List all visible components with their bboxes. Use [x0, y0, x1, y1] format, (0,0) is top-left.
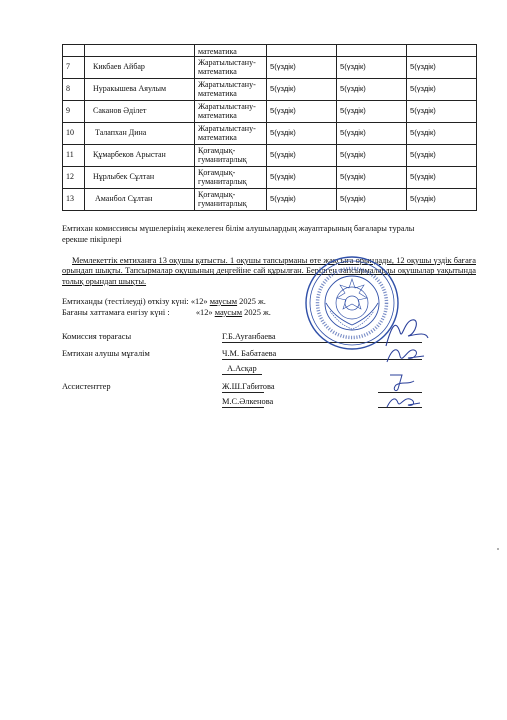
- table-cell: [337, 45, 407, 57]
- grade-cell: 5(үздік): [407, 79, 477, 101]
- row-number-cell: 9: [63, 101, 85, 123]
- direction-cell: математика: [195, 45, 267, 57]
- signature-line: [222, 374, 262, 375]
- exam-date-month: маусым: [209, 297, 238, 306]
- table-row: [63, 101, 477, 123]
- table-row: [63, 45, 477, 57]
- table-row: [63, 167, 477, 189]
- grade-cell: 5(үздік): [267, 123, 337, 145]
- exam-date-label: Емтиханды (тестілеуді) өткізу күні: «12»: [62, 297, 208, 306]
- grade-cell: 5(үздік): [267, 79, 337, 101]
- entry-date-year: 2025 ж.: [244, 308, 271, 317]
- entry-date-month: маусым: [214, 308, 243, 317]
- grade-cell: 5(үздік): [267, 101, 337, 123]
- direction-cell: Жаратылыстану-математика: [195, 57, 267, 79]
- direction-cell: Қоғамдық-гуманитарлық: [195, 189, 267, 211]
- table-row: [63, 145, 477, 167]
- grade-cell: 5(үздік): [267, 57, 337, 79]
- table-row: [63, 79, 477, 101]
- student-name-cell: Нуракышева Аяулым: [85, 79, 195, 101]
- entry-date-line: [62, 308, 271, 319]
- grade-cell: 5(үздік): [267, 145, 337, 167]
- grade-cell: 5(үздік): [407, 167, 477, 189]
- teacher-name: Ч.М. Бабатаева: [222, 349, 277, 358]
- signature-line: [222, 407, 264, 408]
- opinion-heading-line1: Емтихан комиссиясы мүшелерінің жекелеген білім алушылардың жауаптарының бағалары туралы: [62, 224, 415, 233]
- exam-date-year: 2025 ж.: [239, 297, 266, 306]
- table-row: [63, 57, 477, 79]
- table-cell: [267, 45, 337, 57]
- assistant2-signature-mark: [384, 393, 424, 411]
- table-row: [63, 123, 477, 145]
- grade-cell: 5(үздік): [337, 189, 407, 211]
- chair-name: Г.Б.Ауғанбаева: [222, 332, 276, 341]
- row-number-cell: 13: [63, 189, 85, 211]
- speck: [497, 548, 499, 550]
- grade-cell: 5(үздік): [407, 189, 477, 211]
- student-name-cell: Аманбол Сұлтан: [85, 189, 195, 211]
- summary-text: Мемлекеттік емтиханға 13 оқушы қатысты. 1 оқушы тапсырманы өте жақсыға орындады, 12 оқушы үздік бағаға орындап шықты. Тапсырмалар оқушының деңгейіне сай құрылған. Берілген тапсырмаларды оқушылар уақытында толық орындап шықты.: [62, 256, 476, 286]
- student-name-cell: Талапхан Дина: [85, 123, 195, 145]
- direction-cell: Жаратылыстану-математика: [195, 79, 267, 101]
- signature-line: [222, 392, 264, 393]
- member-name: А.Асқар: [227, 364, 257, 373]
- student-name-cell: Саканов Әділет: [85, 101, 195, 123]
- grade-cell: 5(үздік): [407, 145, 477, 167]
- entry-date-label: Бағаны хаттамаға енгізу күні :: [62, 308, 170, 317]
- summary-paragraph: [62, 256, 476, 287]
- teacher-signature-mark: [384, 344, 428, 366]
- assistant1-signature-mark: [386, 371, 420, 393]
- teacher-role: Емтихан алушы мұғалім: [62, 349, 150, 358]
- grade-cell: 5(үздік): [337, 101, 407, 123]
- grade-cell: 5(үздік): [337, 167, 407, 189]
- row-number-cell: 8: [63, 79, 85, 101]
- direction-cell: Қоғамдық-гуманитарлық: [195, 167, 267, 189]
- grade-cell: 5(үздік): [267, 189, 337, 211]
- grade-cell: 5(үздік): [407, 101, 477, 123]
- entry-date-day: «12»: [195, 308, 213, 317]
- grade-cell: 5(үздік): [337, 123, 407, 145]
- student-name-cell: Нұрлыбек Сұлтан: [85, 167, 195, 189]
- grade-cell: 5(үздік): [337, 145, 407, 167]
- student-name-cell: Кикбаев Айбар: [85, 57, 195, 79]
- grades-table: [62, 44, 477, 211]
- grade-cell: 5(үздік): [407, 57, 477, 79]
- assistant1-name: Ж.Ш.Габитова: [222, 382, 275, 391]
- row-number-cell: 7: [63, 57, 85, 79]
- table-row: [63, 189, 477, 211]
- grade-cell: 5(үздік): [337, 79, 407, 101]
- opinion-heading-line2: ерекше пікірлері: [62, 235, 122, 244]
- row-number-cell: 10: [63, 123, 85, 145]
- grade-cell: 5(үздік): [337, 57, 407, 79]
- row-number-cell: 12: [63, 167, 85, 189]
- direction-cell: Жаратылыстану-математика: [195, 123, 267, 145]
- exam-date-line: [62, 297, 266, 308]
- row-number-cell: 11: [63, 145, 85, 167]
- assistants-role: Ассистенттер: [62, 382, 111, 391]
- direction-cell: Жаратылыстану-математика: [195, 101, 267, 123]
- grade-cell: 5(үздік): [407, 123, 477, 145]
- table-cell: [63, 45, 85, 57]
- table-cell: [407, 45, 477, 57]
- chair-role: Комиссия төрағасы: [62, 332, 132, 341]
- table-cell: [85, 45, 195, 57]
- grade-cell: 5(үздік): [267, 167, 337, 189]
- direction-cell: Қоғамдық-гуманитарлық: [195, 145, 267, 167]
- student-name-cell: Құмарбеков Арыстан: [85, 145, 195, 167]
- assistant2-name: М.С.Әлкенова: [222, 397, 274, 406]
